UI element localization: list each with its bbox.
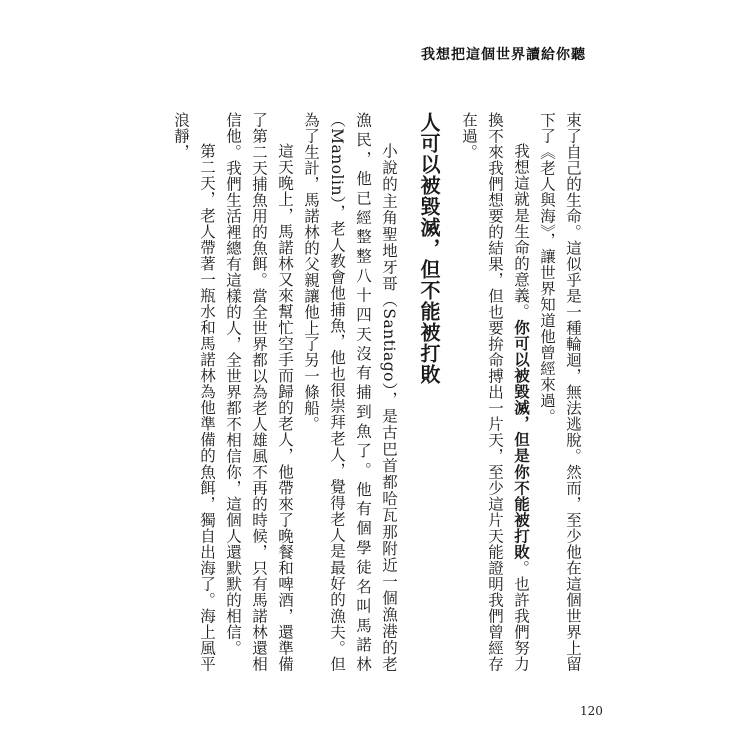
section-heading: 人可以被毀滅，但不能被打敗 bbox=[417, 112, 441, 385]
paragraph-3: 小說的主角聖地牙哥（Santiago），是古巴首都哈瓦那附近一個漁港的老漁民，他已經整整八十四天沒有捕到魚了。他有個學徒名叫馬諾林（Manolin），老人教會他捕魚，他也很崇拜老人，覺得老人是最好的漁夫。但為了生計，馬諾林的父親讓他上了另一條船。 bbox=[302, 112, 398, 672]
paragraph-4: 這天晚上，馬諾林又來幫忙空手而歸的老人，他帶來了晚餐和啤酒，還準備了第二天捕魚用的魚餌。當全世界都以為老人雄風不再的時候，只有馬諾林還相信他。我們生活裡總有這樣的人，全世界都不相信你，這個人還默默的相信。 bbox=[224, 112, 294, 672]
paragraph-1: 束了自己的生命。這似乎是一種輪迴，無法逃脫。然而，至少他在這個世界上留下了《老人與海》，讓世界知道他曾經來過。 bbox=[538, 112, 582, 672]
paragraph-2-part-a: 我想這就是生命的意義。 bbox=[512, 143, 530, 320]
paragraph-5: 第二天，老人帶著一瓶水和馬諾林為他準備的魚餌，獨自出海了。海上風平浪靜， bbox=[172, 112, 216, 672]
page-number: 120 bbox=[580, 704, 603, 718]
paragraph-2 bbox=[456, 112, 534, 672]
body-text bbox=[172, 112, 586, 672]
running-head: 我想把這個世界讀給你聽 bbox=[421, 47, 586, 63]
paragraph-2-emphasis: 你可以被毀滅，但是你不能被打敗 bbox=[512, 319, 531, 560]
paragraph-2-part-c: 。也許我們努力換不來我們想要的結果，但也要拚命搏出一片天，至少這片天能證明我們曾經存在過。 bbox=[460, 112, 530, 672]
